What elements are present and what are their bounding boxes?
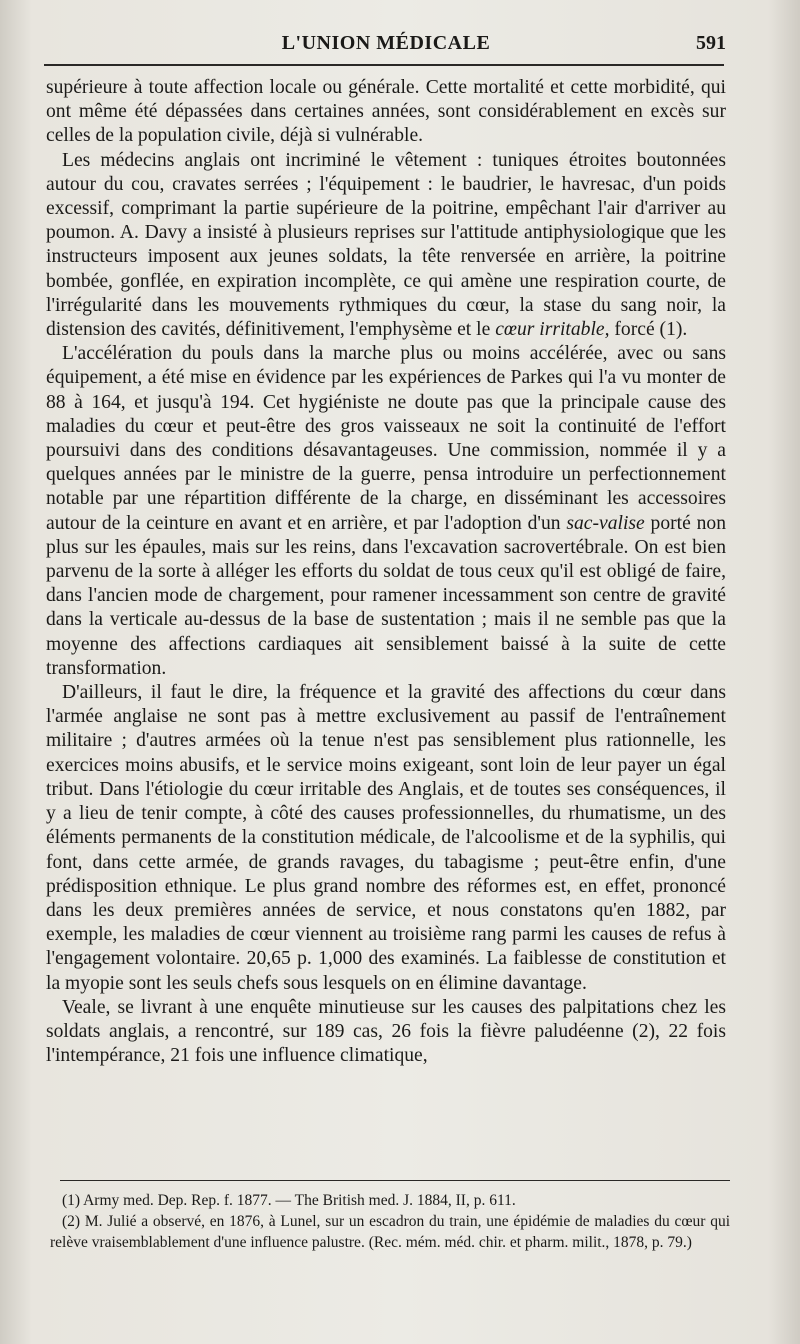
paragraph-3-part-a: L'accélération du pouls dans la marche plus ou moins accélérée, avec ou sans équipement, a été mise en évidence par les expériences de Parkes qui l'a vu monter de 88 à 164, et jusqu'à 194. Cet hygiéniste ne doute pas que la principale cause des maladies du cœur et peut-être des gros vaisseaux ne soit la continuité de l'effort poursuivi dans des conditions désavantageuses. Une commission, nommée il y a quelques années par le ministre de la guerre, pensa introduire un perfectionnement notable par une répartition différente de la charge, en disséminant les accessoires autour de la ceinture en avant et en arrière, et par l'adoption d'un — [46, 343, 726, 534]
paragraph-2-part-b: forcé (1). — [614, 319, 688, 341]
footnote-1 — [50, 1190, 730, 1211]
footnote-1-mark: (1) — [62, 1192, 81, 1209]
paragraph-1: supérieure à toute affection locale ou générale. Cette mortalité et cette morbidité, qui ont même été dépassées dans certaines années, sont considérablement en excès sur celles de la population civile, déjà si vulnérable. — [46, 77, 726, 147]
running-head: L'UNION MÉDICALE — [281, 32, 491, 54]
footnote-2-mark: (2) — [62, 1213, 81, 1230]
footnote-2 — [50, 1211, 730, 1253]
paragraph-3-italic: sac-valise — [566, 512, 645, 534]
paragraph-2-part-a: Les médecins anglais ont incriminé le vêtement : tuniques étroites boutonnées autour du cou, cravates serrées ; l'équipement : le baudrier, le havresac, d'un poids excessif, comprimant la partie supérieure de la poitrine, empêchant l'air d'arriver au poumon. A. Davy a insisté à plusieurs reprises sur l'attitude antiphysiologique que les instructeurs imposent aux jeunes soldats, la tête renversée en arrière, la poitrine bombée, gonflée, en expiration incomplète, ce qui amène une respiration courte, de l'irrégularité dans les mouvements rythmiques du cœur, la stase du sang noir, la distension des cavités, définitivement, l'emphysème et le — [46, 149, 726, 341]
paragraph-3 — [46, 342, 726, 681]
footnote-1-text: Army med. Dep. Rep. f. 1877. — The British med. J. 1884, II, p. 611. — [83, 1192, 516, 1209]
header-rule — [44, 64, 724, 66]
paragraph-4: D'ailleurs, il faut le dire, la fréquence et la gravité des affections du cœur dans l'armée anglaise ne sont pas à mettre exclusivement au passif de l'entraînement militaire ; d'autres armées où la tenue n'est pas sensiblement plus rationnelle, les exercices moins abusifs, et le service moins exigeant, sont loin de leur payer un égal tribut. Dans l'étiologie du cœur irritable des Anglais, et de toutes ses conséquences, il y a lieu de tenir compte, à côté des causes professionnelles, du rhumatisme, un des éléments permanents de la constitution médicale, de l'alcoolisme et de la syphilis, qui font, dans cette armée, de grands ravages, du tabagisme ; peut-être enfin, d'une prédisposition ethnique. Le plus grand nombre des réformes est, en effet, prononcé dans les deux premières années de service, et nous constatons qu'en 1882, par exemple, les maladies de cœur viennent au troisième rang parmi les causes de refus à l'engagement volontaire. 20,65 p. 1,000 des examinés. La faiblesse de constitution et la myopie sont les seuls chefs sous lesquels on en élimine davantage. — [46, 682, 726, 994]
footnotes — [50, 1190, 730, 1253]
body-text — [46, 76, 726, 1068]
paragraph-3-part-b: porté non plus sur les épaules, mais sur les reins, dans l'excavation sacrovertébrale. On est bien parvenu de la sorte à alléger les efforts du soldat de tous ceux qu'il est obligé de faire, dans l'ancien mode de chargement, pour ramener incessamment son centre de gravité dans la verticale au-dessus de la base de sustentation ; mais il ne semble pas que la moyenne des affections cardiaques ait sensiblement baissé à la suite de cette transformation. — [46, 512, 726, 679]
paragraph-2 — [46, 149, 726, 343]
page-header — [46, 28, 726, 62]
page-number: 591 — [696, 32, 726, 54]
footnote-2-text: M. Julié a observé, en 1876, à Lunel, sur un escadron du train, une épidémie de maladies du cœur qui relève vraisemblablement d'une influence palustre. (Rec. mém. méd. chir. et pharm. milit., 1878, p. 79.) — [50, 1213, 731, 1251]
paragraph-5: Veale, se livrant à une enquête minutieuse sur les causes des palpitations chez les soldats anglais, a rencontré, sur 189 cas, 26 fois la fièvre paludéenne (2), 22 fois l'intempérance, 21 fois une influence climatique, — [46, 996, 726, 1067]
footnote-rule — [60, 1180, 730, 1181]
paragraph-2-italic: cœur irritable, — [495, 319, 610, 341]
